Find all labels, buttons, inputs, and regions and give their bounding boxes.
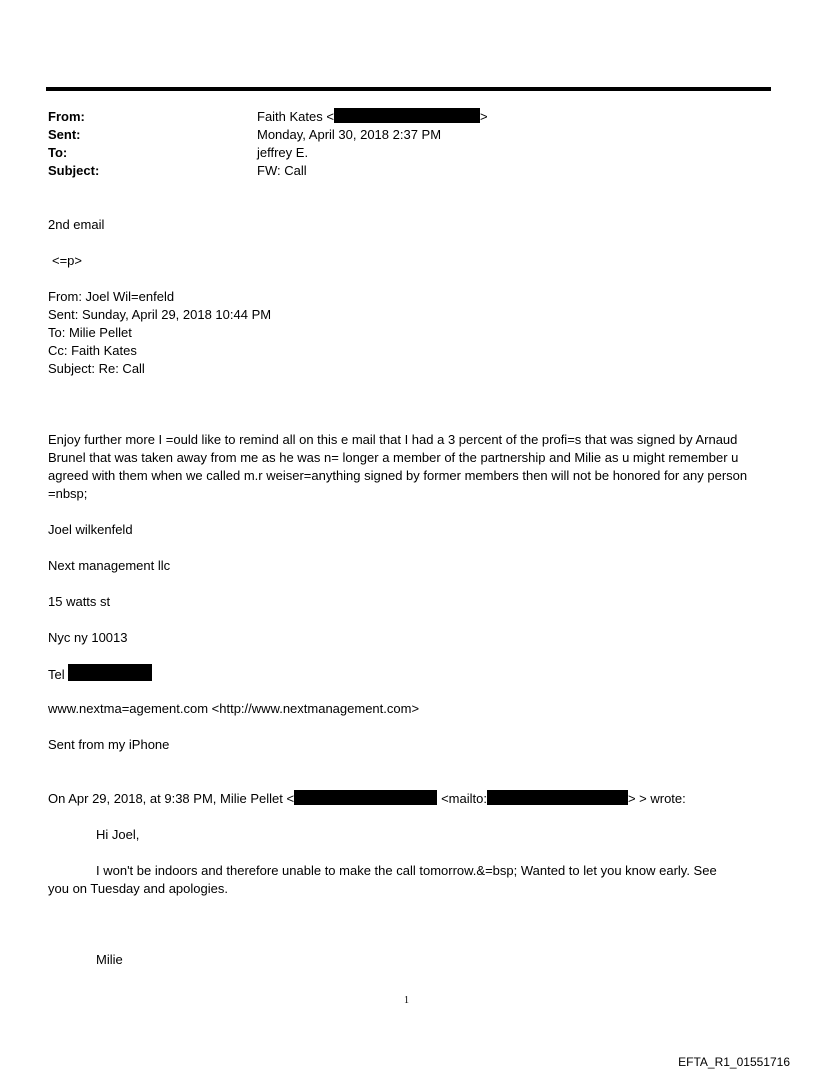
page-number: 1 bbox=[404, 995, 409, 1006]
subject-value: FW: Call bbox=[257, 163, 307, 178]
fwd-sent: Sent: Sunday, April 29, 2018 10:44 PM bbox=[48, 307, 272, 322]
signature-company: Next management llc bbox=[48, 558, 171, 573]
fwd-cc: Cc: Faith Kates bbox=[48, 343, 137, 358]
header-divider bbox=[46, 87, 771, 91]
quote-greeting: Hi Joel, bbox=[96, 827, 140, 842]
tel-label: Tel bbox=[48, 667, 65, 682]
quote-message-line1: I won't be indoors and therefore unable to make the call tomorrow.&=bsp; Wanted to let you know early. See bbox=[96, 863, 717, 878]
to-label: To: bbox=[48, 145, 68, 160]
quote-header-pre: On Apr 29, 2018, at 9:38 PM, Milie Pellet < bbox=[48, 791, 295, 806]
sent-value: Monday, April 30, 2018 2:37 PM bbox=[257, 127, 442, 142]
fwd-subject: Subject: Re: Call bbox=[48, 361, 145, 376]
intro-text: 2nd email bbox=[48, 217, 105, 232]
sent-label: Sent: bbox=[48, 127, 81, 142]
signature-web: www.nextma=agement.com <http://www.nextmanagement.com> bbox=[48, 701, 420, 716]
document-id: EFTA_R1_01551716 bbox=[678, 1055, 790, 1069]
from-close: > bbox=[479, 109, 488, 124]
p-tag-text: <=p> bbox=[52, 253, 83, 268]
quote-header-mid: <mailto: bbox=[441, 791, 487, 806]
from-label: From: bbox=[48, 109, 85, 124]
redaction-box bbox=[487, 790, 628, 805]
redaction-box bbox=[334, 108, 480, 123]
fwd-to: To: Milie Pellet bbox=[48, 325, 132, 340]
redaction-box bbox=[68, 664, 152, 681]
redaction-box bbox=[294, 790, 437, 805]
from-name: Faith Kates < bbox=[257, 109, 334, 124]
quote-signoff: Milie bbox=[96, 952, 123, 967]
to-value: jeffrey E. bbox=[257, 145, 309, 160]
subject-label: Subject: bbox=[48, 163, 100, 178]
quote-header bbox=[48, 790, 686, 808]
body-paragraph: Enjoy further more I =ould like to remind all on this e mail that I had a 3 percent of the profi=s that was signed by Arnaud Brunel that was taken away from me as he was n= longer a member of the partnership and Milie as u might remember u agreed with them when we called m.r weiser=anything signed by former members then will not be honored for any person =nbsp; bbox=[48, 432, 748, 501]
quote-message-line2: you on Tuesday and apologies. bbox=[48, 881, 228, 896]
fwd-from: From: Joel Wil=enfeld bbox=[48, 289, 175, 304]
from-value bbox=[257, 108, 488, 126]
signature-sent-from: Sent from my iPhone bbox=[48, 737, 170, 752]
signature-street: 15 watts st bbox=[48, 594, 111, 609]
signature-name: Joel wilkenfeld bbox=[48, 522, 133, 537]
signature-city: Nyc ny 10013 bbox=[48, 630, 128, 645]
signature-tel bbox=[48, 664, 152, 684]
quote-header-post: > > wrote: bbox=[627, 791, 686, 806]
